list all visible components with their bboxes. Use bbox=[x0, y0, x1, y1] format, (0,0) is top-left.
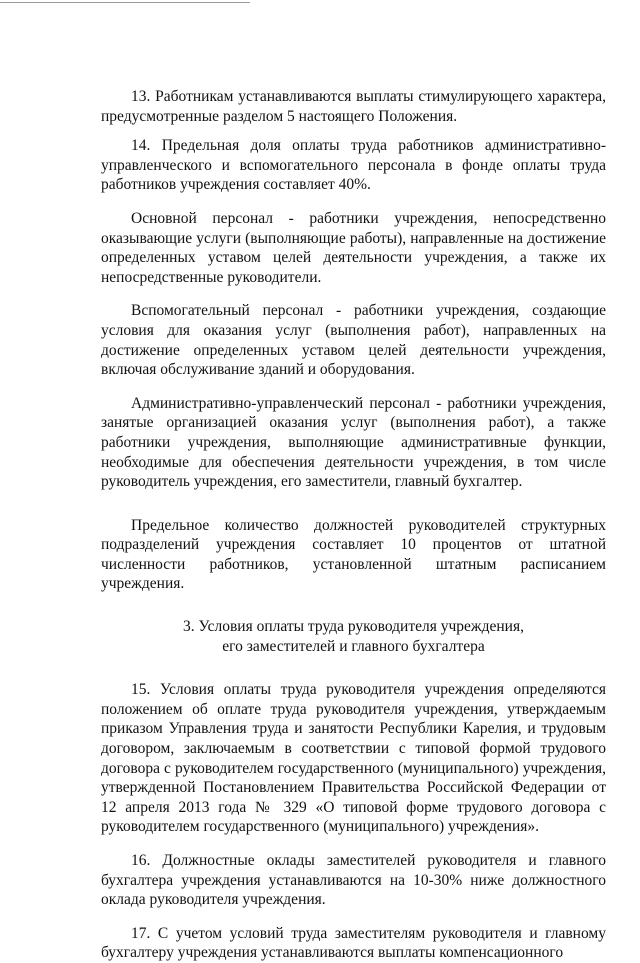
document-body bbox=[101, 87, 606, 963]
paragraph-admin-staff: Административно-управленческий персонал - работники учреждения, занятые организацией оказания услуг (выполнения работ), а также работники учреждения, выполняющие административные функции, необходимые для обеспечения деятельности учреждения, в том числе руководитель учреждения, его заместители, главный бухгалтер. bbox=[101, 394, 606, 491]
paragraph-managers-limit: Предельное количество должностей руководителей структурных подразделений учреждения составляет 10 процентов от штатной численности работников, установленной штатным расписанием учреждения. bbox=[101, 516, 606, 593]
paragraph-main-staff: Основной персонал - работники учреждения, непосредственно оказывающие услуги (выполняющие работы), направленные на достижение определенных уставом целей деятельности учреждения, а также их непосредственные руководители. bbox=[101, 209, 606, 286]
paragraph-15: 15. Условия оплаты труда руководителя учреждения определяются положением об оплате труда руководителя учреждения, утверждаемым приказом Управления труда и занятости Республики Карелия, и трудовым договором, заключаемым в соответствии с типовой формой трудового договора с руководителем государственного (муниципального) учреждения, утвержденной Постановлением Правительства Российской Федерации от 12 апреля 2013 года № 329 «О типовой форме трудового договора с руководителем государственного (муниципального) учреждения». bbox=[101, 681, 606, 836]
section-heading-line-2: его заместителей и главного бухгалтера bbox=[222, 637, 485, 655]
paragraph-17: 17. С учетом условий труда заместителям руководителя и главному бухгалтеру учреждения устанавливаются выплаты компенсационного bbox=[101, 924, 606, 962]
paragraph-14: 14. Предельная доля оплаты труда работников административно-управленческого и вспомогательного персонала в фонде оплаты труда работников учреждения составляет 40%. bbox=[101, 137, 606, 194]
section-heading-line-1: 3. Условия оплаты труда руководителя учреждения, bbox=[183, 618, 524, 636]
paragraph-support-staff: Вспомогательный персонал - работники учреждения, создающие условия для оказания услуг (выполнения работ), направленных на достижение определенных уставом целей деятельности учреждения, включая обслуживание зданий и оборудования. bbox=[101, 302, 606, 379]
paragraph-13: 13. Работникам устанавливаются выплаты стимулирующего характера, предусмотренные разделом 5 настоящего Положения. bbox=[101, 88, 606, 125]
scan-edge-line bbox=[0, 2, 250, 3]
section-heading bbox=[101, 617, 606, 656]
paragraph-16: 16. Должностные оклады заместителей руководителя и главного бухгалтера учреждения устанавливаются на 10-30% ниже должностного оклада руководителя учреждения. bbox=[101, 852, 606, 909]
